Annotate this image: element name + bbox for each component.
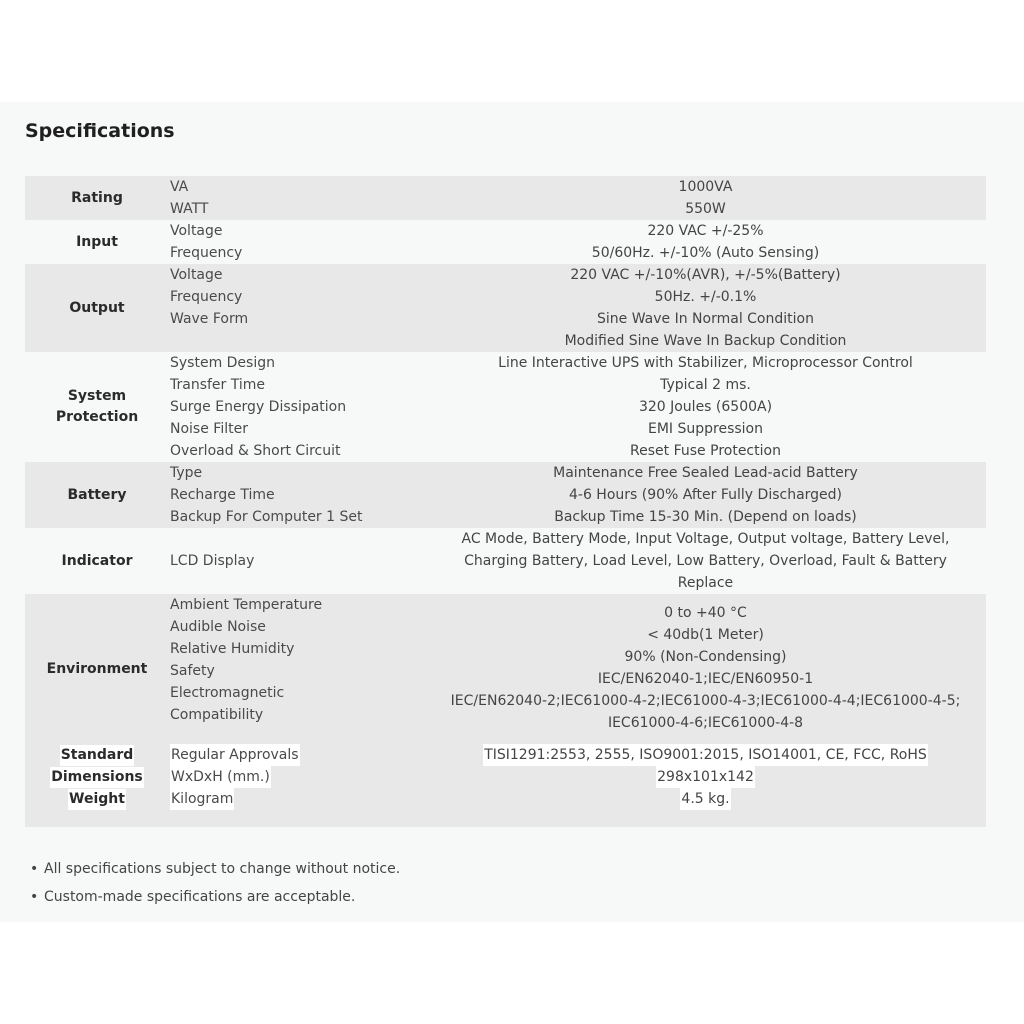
param-label: Safety bbox=[170, 663, 215, 679]
value-column bbox=[425, 788, 986, 810]
value-column bbox=[425, 352, 986, 462]
note-text: Custom-made specifications are acceptable. bbox=[44, 889, 356, 905]
category-label-line: System bbox=[67, 388, 127, 404]
value-text: 4-6 Hours (90% After Fully Discharged) bbox=[568, 487, 843, 503]
param-column bbox=[169, 594, 425, 744]
bullet-icon: • bbox=[30, 889, 39, 905]
value-text bbox=[483, 744, 928, 766]
category-label: Output bbox=[69, 299, 125, 316]
category-label: Rating bbox=[71, 189, 123, 206]
list-item bbox=[30, 883, 400, 911]
param-column bbox=[169, 766, 425, 788]
value-text-span: 298x101x142 bbox=[656, 766, 755, 788]
param-label: Surge Energy Dissipation bbox=[170, 399, 347, 415]
category-label: Indicator bbox=[61, 552, 133, 569]
spec-group-system-protection bbox=[25, 352, 986, 462]
param-label: Voltage bbox=[170, 223, 223, 239]
value-column bbox=[425, 176, 986, 220]
list-item bbox=[30, 855, 400, 883]
param-label: Transfer Time bbox=[170, 377, 266, 393]
value-text bbox=[656, 766, 755, 788]
param-column bbox=[169, 788, 425, 810]
category-label-text: Weight bbox=[68, 789, 126, 810]
table-footer-bar bbox=[25, 810, 986, 827]
category-label-line: Protection bbox=[55, 409, 139, 425]
category-label bbox=[25, 352, 169, 462]
value-text: Sine Wave In Normal Condition bbox=[597, 311, 814, 327]
note-text: All specifications subject to change without notice. bbox=[44, 861, 401, 877]
param-label: Type bbox=[170, 465, 203, 481]
param-label: Backup For Computer 1 Set bbox=[170, 509, 363, 525]
value-text: Typical 2 ms. bbox=[660, 377, 751, 393]
notes-list bbox=[30, 855, 400, 911]
category-label bbox=[25, 744, 169, 766]
param-label: Relative Humidity bbox=[170, 641, 295, 657]
value-text: < 40db(1 Meter) bbox=[647, 627, 764, 643]
value-text-span: 4.5 kg. bbox=[680, 788, 730, 810]
value-text: 90% (Non-Condensing) bbox=[624, 649, 787, 665]
category-label bbox=[25, 788, 169, 810]
spec-group-standard bbox=[25, 744, 986, 766]
value-text: IEC/EN62040-1;IEC/EN60950-1 bbox=[597, 671, 814, 687]
value-text: 0 to +40 °C bbox=[664, 605, 747, 621]
value-text: 320 Joules (6500A) bbox=[638, 399, 773, 415]
param-label bbox=[170, 766, 425, 788]
value-text: 50/60Hz. +/-10% (Auto Sensing) bbox=[591, 245, 820, 261]
param-column bbox=[169, 744, 425, 766]
value-text: Backup Time 15-30 Min. (Depend on loads) bbox=[554, 509, 857, 525]
param-label: Compatibility bbox=[170, 707, 264, 723]
spec-group-output bbox=[25, 264, 986, 352]
param-label: System Design bbox=[170, 355, 275, 371]
param-column bbox=[169, 462, 425, 528]
param-label: Frequency bbox=[170, 245, 243, 261]
value-text: IEC61000-4-6;IEC61000-4-8 bbox=[607, 715, 804, 731]
value-text: EMI Suppression bbox=[647, 421, 763, 437]
spec-group-battery bbox=[25, 462, 986, 528]
param-label: Voltage bbox=[170, 267, 223, 283]
value-text: Modified Sine Wave In Backup Condition bbox=[564, 333, 847, 349]
value-text: 50Hz. +/-0.1% bbox=[654, 289, 757, 305]
page-title: Specifications bbox=[25, 120, 175, 142]
value-column bbox=[425, 766, 986, 788]
bullet-icon: • bbox=[30, 861, 39, 877]
param-label: LCD Display bbox=[170, 553, 255, 569]
param-label: Recharge Time bbox=[170, 487, 275, 503]
param-label: Frequency bbox=[170, 289, 243, 305]
value-text: Maintenance Free Sealed Lead-acid Battery bbox=[553, 465, 858, 481]
value-text-span: TISI1291:2553, 2555, ISO9001:2015, ISO14001, CE, FCC, RoHS bbox=[483, 744, 928, 766]
value-text: AC Mode, Battery Mode, Input Voltage, Output voltage, Battery Level, bbox=[461, 531, 950, 547]
category-label-text: Standard bbox=[60, 745, 135, 766]
value-text: IEC/EN62040-2;IEC61000-4-2;IEC61000-4-3;IEC61000-4-4;IEC61000-4-5; bbox=[450, 693, 961, 709]
spec-group-input bbox=[25, 220, 986, 264]
value-column bbox=[425, 220, 986, 264]
param-label bbox=[170, 744, 425, 766]
value-text: Replace bbox=[677, 575, 734, 591]
value-text bbox=[680, 788, 730, 810]
spec-group-dimensions bbox=[25, 766, 986, 788]
spec-group-indicator bbox=[25, 528, 986, 594]
value-text: 1000VA bbox=[678, 179, 733, 195]
param-label-text: WxDxH (mm.) bbox=[170, 766, 271, 788]
param-label-text: Kilogram bbox=[170, 788, 234, 810]
value-column bbox=[425, 264, 986, 352]
param-label: Noise Filter bbox=[170, 421, 248, 437]
value-text: 220 VAC +/-10%(AVR), +/-5%(Battery) bbox=[570, 267, 841, 283]
spec-group-weight bbox=[25, 788, 986, 810]
param-label: Audible Noise bbox=[170, 619, 266, 635]
param-label: Wave Form bbox=[170, 311, 249, 327]
spec-group-rating bbox=[25, 176, 986, 220]
param-label: VA bbox=[170, 179, 189, 195]
param-column bbox=[169, 352, 425, 462]
value-column bbox=[425, 594, 986, 744]
spec-table bbox=[25, 176, 986, 827]
param-label: Electromagnetic bbox=[170, 685, 285, 701]
param-label: Overload & Short Circuit bbox=[170, 443, 341, 459]
param-label: WATT bbox=[170, 201, 209, 217]
value-text: Charging Battery, Load Level, Low Battery, Overload, Fault & Battery bbox=[464, 553, 947, 569]
value-column bbox=[425, 462, 986, 528]
param-column bbox=[169, 528, 425, 594]
category-label: Input bbox=[76, 233, 118, 250]
param-column bbox=[169, 264, 425, 352]
param-label bbox=[170, 788, 425, 810]
value-column bbox=[425, 744, 986, 766]
spec-group-environment bbox=[25, 594, 986, 744]
param-label-text: Regular Approvals bbox=[170, 744, 300, 766]
value-text: 550W bbox=[685, 201, 726, 217]
param-column bbox=[169, 220, 425, 264]
category-label-text: Dimensions bbox=[50, 767, 144, 788]
value-column bbox=[425, 528, 986, 594]
category-label: Environment bbox=[46, 660, 148, 677]
value-text: 220 VAC +/-25% bbox=[647, 223, 764, 239]
category-label: Battery bbox=[67, 486, 127, 503]
value-text: Line Interactive UPS with Stabilizer, Microprocessor Control bbox=[498, 355, 913, 371]
param-label: Ambient Temperature bbox=[170, 597, 323, 613]
param-column bbox=[169, 176, 425, 220]
value-text: Reset Fuse Protection bbox=[630, 443, 781, 459]
category-label bbox=[25, 766, 169, 788]
